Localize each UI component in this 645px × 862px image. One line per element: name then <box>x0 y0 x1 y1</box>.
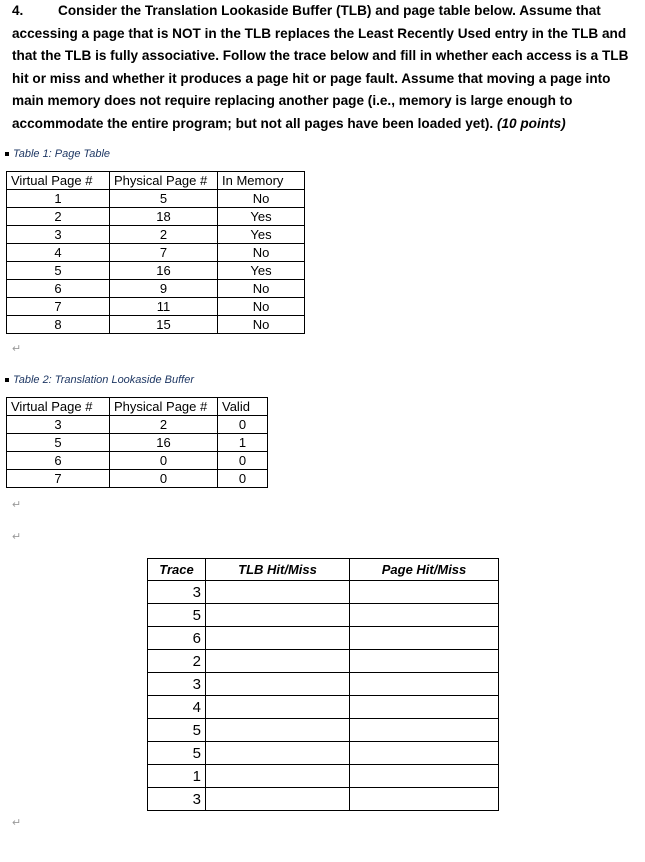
page-table-row-cell: 5 <box>7 262 110 280</box>
bullet-icon <box>5 378 9 382</box>
page-hit-miss-cell[interactable] <box>350 696 499 719</box>
page-table-row <box>7 316 305 334</box>
page-table-row-cell: 11 <box>110 298 218 316</box>
tlb-hit-miss-cell[interactable] <box>206 788 350 811</box>
tlb-hit-miss-cell[interactable] <box>206 581 350 604</box>
page-table-header: Physical Page # <box>110 172 218 190</box>
trace-value: 3 <box>148 673 206 696</box>
trace-row <box>148 604 499 627</box>
page-table-row <box>7 280 305 298</box>
question-body: Consider the Translation Lookaside Buffer (TLB) and page table below. Assume that accessing a page that is NOT in the TLB replaces the Least Recently Used entry in the TLB and that the TLB is fully associative. Follow the trace below and fill in whether each access is a TLB hit or miss and whether it produces a page hit or page fault. Assume that moving a page into main memory does not require replacing another page (i.e., memory is large enough to accommodate the entire program; but not all pages have been loaded yet). <box>12 3 629 131</box>
page-table-row-cell: 6 <box>7 280 110 298</box>
page-table-row-cell: No <box>218 280 305 298</box>
trace-value: 6 <box>148 627 206 650</box>
tlb-table-header: Valid <box>218 398 268 416</box>
paragraph-mark-icon: ↵ <box>12 343 22 355</box>
trace-value: 3 <box>148 581 206 604</box>
page-table-row-cell: 1 <box>7 190 110 208</box>
page-table-row-cell: No <box>218 190 305 208</box>
trace-value: 4 <box>148 696 206 719</box>
paragraph-mark-icon: ↵ <box>12 817 22 829</box>
trace-table-header: TLB Hit/Miss <box>206 559 350 581</box>
page-table-row <box>7 244 305 262</box>
trace-row <box>148 719 499 742</box>
page-table-row-cell: 5 <box>110 190 218 208</box>
page-table-row-cell: 2 <box>110 226 218 244</box>
page-table-caption-text: Table 1: Page Table <box>13 148 111 160</box>
trace-value: 2 <box>148 650 206 673</box>
tlb-row-cell: 0 <box>110 452 218 470</box>
page-table-row-cell: 2 <box>7 208 110 226</box>
trace-value: 3 <box>148 788 206 811</box>
page-table-row-cell: 16 <box>110 262 218 280</box>
page-hit-miss-cell[interactable] <box>350 719 499 742</box>
tlb-table <box>6 397 268 488</box>
page-hit-miss-cell[interactable] <box>350 673 499 696</box>
page-table-row-cell: No <box>218 298 305 316</box>
trace-table <box>147 558 499 811</box>
paragraph-mark-icon: ↵ <box>12 499 22 511</box>
page-table-row-cell: 18 <box>110 208 218 226</box>
page-table-row <box>7 298 305 316</box>
trace-table-header: Trace <box>148 559 206 581</box>
question-text <box>12 0 637 136</box>
question-number: 4. <box>12 3 24 18</box>
page-hit-miss-cell[interactable] <box>350 765 499 788</box>
trace-row <box>148 696 499 719</box>
page-table-row <box>7 190 305 208</box>
page-table-row-cell: 8 <box>7 316 110 334</box>
trace-row <box>148 627 499 650</box>
page-table-row <box>7 262 305 280</box>
page-table-row-cell: Yes <box>218 226 305 244</box>
trace-row <box>148 650 499 673</box>
page-table-header: Virtual Page # <box>7 172 110 190</box>
tlb-hit-miss-cell[interactable] <box>206 742 350 765</box>
tlb-hit-miss-cell[interactable] <box>206 765 350 788</box>
trace-row <box>148 673 499 696</box>
page-table-row-cell: 7 <box>110 244 218 262</box>
tlb-hit-miss-cell[interactable] <box>206 719 350 742</box>
tlb-row-cell: 5 <box>7 434 110 452</box>
tlb-table-header: Physical Page # <box>110 398 218 416</box>
tlb-row-cell: 7 <box>7 470 110 488</box>
page-hit-miss-cell[interactable] <box>350 627 499 650</box>
tlb-row <box>7 416 268 434</box>
page-hit-miss-cell[interactable] <box>350 581 499 604</box>
page-table-row <box>7 208 305 226</box>
trace-row <box>148 581 499 604</box>
page-table-row-cell: No <box>218 244 305 262</box>
question-points: (10 points) <box>496 115 566 131</box>
page-table-caption <box>5 148 110 160</box>
page-table-row-cell: 7 <box>7 298 110 316</box>
trace-value: 1 <box>148 765 206 788</box>
tlb-hit-miss-cell[interactable] <box>206 627 350 650</box>
tlb-hit-miss-cell[interactable] <box>206 696 350 719</box>
tlb-row-cell: 2 <box>110 416 218 434</box>
trace-row <box>148 765 499 788</box>
tlb-caption-text: Table 2: Translation Lookaside Buffer <box>13 374 195 386</box>
tlb-row-cell: 0 <box>218 416 268 434</box>
tlb-row-cell: 6 <box>7 452 110 470</box>
tlb-row-cell: 3 <box>7 416 110 434</box>
trace-value: 5 <box>148 719 206 742</box>
bullet-icon <box>5 152 9 156</box>
page-table-row-cell: 9 <box>110 280 218 298</box>
tlb-row-cell: 1 <box>218 434 268 452</box>
tlb-row <box>7 452 268 470</box>
page-table-row <box>7 226 305 244</box>
page-hit-miss-cell[interactable] <box>350 788 499 811</box>
tlb-table-header: Virtual Page # <box>7 398 110 416</box>
page-table-row-cell: Yes <box>218 262 305 280</box>
page-table-row-cell: 4 <box>7 244 110 262</box>
tlb-row-cell: 16 <box>110 434 218 452</box>
tlb-hit-miss-cell[interactable] <box>206 604 350 627</box>
tlb-hit-miss-cell[interactable] <box>206 650 350 673</box>
trace-row <box>148 742 499 765</box>
trace-row <box>148 788 499 811</box>
page-table-row-cell: 3 <box>7 226 110 244</box>
page-hit-miss-cell[interactable] <box>350 650 499 673</box>
page-table-header: In Memory <box>218 172 305 190</box>
paragraph-mark-icon: ↵ <box>12 531 22 543</box>
tlb-caption <box>5 374 194 386</box>
trace-value: 5 <box>148 604 206 627</box>
tlb-row-cell: 0 <box>110 470 218 488</box>
page-table <box>6 171 305 334</box>
tlb-row-cell: 0 <box>218 470 268 488</box>
trace-table-header: Page Hit/Miss <box>350 559 499 581</box>
page-hit-miss-cell[interactable] <box>350 604 499 627</box>
tlb-row <box>7 470 268 488</box>
page-table-row-cell: 15 <box>110 316 218 334</box>
page-table-row-cell: Yes <box>218 208 305 226</box>
tlb-row-cell: 0 <box>218 452 268 470</box>
page-table-row-cell: No <box>218 316 305 334</box>
trace-value: 5 <box>148 742 206 765</box>
page-hit-miss-cell[interactable] <box>350 742 499 765</box>
tlb-hit-miss-cell[interactable] <box>206 673 350 696</box>
tlb-row <box>7 434 268 452</box>
